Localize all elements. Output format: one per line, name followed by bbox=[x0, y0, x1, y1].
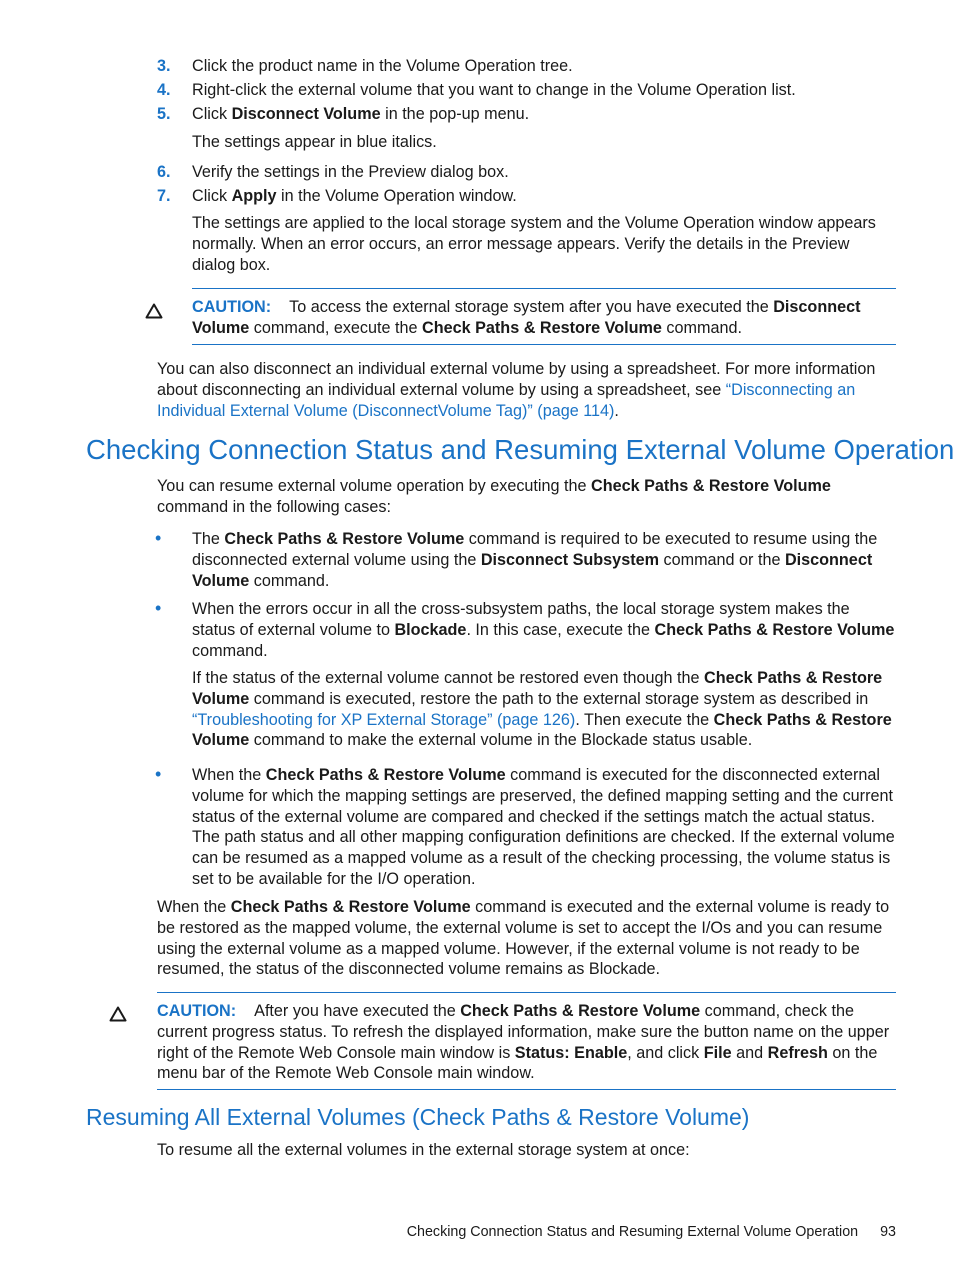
step-text: Click the product name in the Volume Operation tree. bbox=[192, 57, 573, 75]
step-7-note: The settings are applied to the local storage system and the Volume Operation window appears normally. When an error occurs, an error message appears. Verify the details in the Preview dialog box. bbox=[192, 214, 876, 274]
caution-bottom-rule bbox=[157, 1089, 896, 1090]
caution-top-rule bbox=[192, 288, 896, 289]
step-text: Verify the settings in the Preview dialog box. bbox=[192, 163, 509, 181]
caution-label: CAUTION: bbox=[192, 298, 272, 316]
page-number: 93 bbox=[880, 1224, 896, 1240]
section-intro: You can resume external volume operation by executing the Check Paths & Restore Volume command in the following cases: bbox=[157, 477, 831, 516]
step-text: Click Disconnect Volume in the pop-up menu. bbox=[192, 105, 530, 123]
step-number: 3. bbox=[157, 57, 171, 75]
cross-reference-link[interactable]: “Troubleshooting for XP External Storage” (page 126) bbox=[192, 710, 576, 729]
section-heading: Checking Connection Status and Resuming External Volume Operation bbox=[86, 434, 954, 465]
bullet-item: The Check Paths & Restore Volume command is required to be executed to resume using the disconnected external volume using the Disconnect Subsystem command or the Disconnect Volume command. bbox=[192, 530, 878, 590]
bullet-item: When the Check Paths & Restore Volume command is executed for the disconnected external volume for which the mapping settings are preserved, the defined mapping setting and the current status of the external volume are compared and checked if the settings match the actual status. The path status and all other mapping configuration definitions are checked. If the external volume can be resumed as a mapped volume as a result of the checking processing, the volume status is set to be available for the I/O operation. bbox=[192, 766, 895, 888]
step-number: 5. bbox=[157, 105, 171, 123]
paragraph: You can also disconnect an individual external volume by using a spreadsheet. For more information about disconnecting an individual external volume by using a spreadsheet, see “Disconnecting an Individual External Volume (DisconnectVolume Tag)” (page 114). bbox=[157, 360, 876, 420]
step-number: 4. bbox=[157, 81, 171, 99]
subsection-heading: Resuming All External Volumes (Check Paths & Restore Volume) bbox=[86, 1104, 750, 1130]
caution-label: CAUTION: bbox=[157, 1002, 237, 1020]
cross-reference-link[interactable]: “Disconnecting an Individual External Volume (DisconnectVolume Tag)” (page 114) bbox=[157, 380, 856, 420]
step-text: Click Apply in the Volume Operation window. bbox=[192, 187, 517, 205]
step-5-note: The settings appear in blue italics. bbox=[192, 133, 437, 151]
bullet-marker: • bbox=[155, 598, 162, 618]
bullet-item: When the errors occur in all the cross-subsystem paths, the local storage system makes the status of external volume to Blockade. In this case, execute the Check Paths & Restore Volume command. bbox=[192, 600, 895, 660]
bullet-marker: • bbox=[155, 764, 162, 784]
caution-top-rule bbox=[157, 992, 896, 993]
step-number: 6. bbox=[157, 163, 171, 181]
step-number: 7. bbox=[157, 187, 171, 205]
caution-text: CAUTION: After you have executed the Check Paths & Restore Volume command, check the current progress status. To refresh the displayed information, make sure the button name on the upper right of the Remote Web Console main window is Status: Enable, and click File and Refresh on the menu bar of the Remote Web Console main window. bbox=[157, 1002, 890, 1083]
bullet-note: If the status of the external volume cannot be restored even though the Check Paths & Restore Volume command is executed, restore the path to the external storage system as described in “Troubleshooting for XP External Storage” (page 126). Then execute the Check Paths & Restore Volume command to make the external volume in the Blockade status usable. bbox=[192, 669, 892, 750]
bullet-marker: • bbox=[155, 528, 162, 548]
page-footer bbox=[407, 1222, 896, 1242]
caution-bottom-rule bbox=[192, 344, 896, 345]
paragraph: When the Check Paths & Restore Volume command is executed and the external volume is ready to be restored as the mapped volume, the external volume is set to accept the I/Os and you can resume using the external volume as a mapped volume. However, if the external volume is not ready to be resumed, the status of the disconnected volume remains as Blockade. bbox=[157, 898, 890, 979]
caution-icon bbox=[145, 303, 163, 319]
caution-icon bbox=[109, 1006, 127, 1022]
footer-title: Checking Connection Status and Resuming External Volume Operation bbox=[406, 1224, 859, 1240]
paragraph: To resume all the external volumes in the external storage system at once: bbox=[157, 1141, 690, 1159]
caution-text: CAUTION: To access the external storage system after you have executed the Disconnect Volume command, execute the Check Paths & Restore Volume command. bbox=[192, 298, 861, 337]
step-text: Right-click the external volume that you want to change in the Volume Operation list. bbox=[192, 81, 796, 99]
